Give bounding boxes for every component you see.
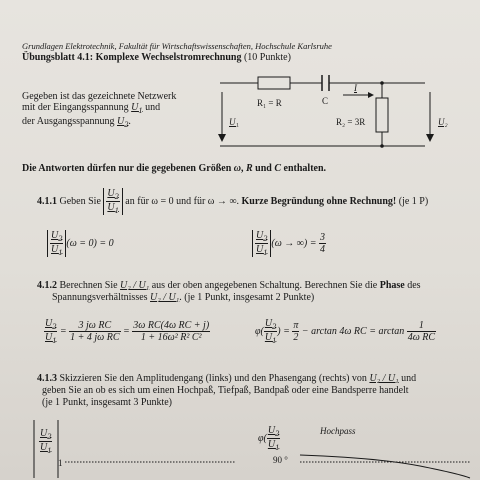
r2-label: R₂ = 3R <box>336 117 366 127</box>
answer-omega-zero: $\frac{U_2}{U_1}$ (ω = 0) = 0 <box>47 230 114 257</box>
u1-label: U₁ <box>229 117 239 127</box>
intro-line-2: mit der Eingangsspannung $U_1$ und <box>22 102 161 115</box>
phase-answer: φ( $\frac{U_2}{U_1}$ ) = $\frac{\pi}{2}$ − arctan 4ω RC = arctan $\frac{1}{\text{4ω RC}}$ <box>255 318 436 345</box>
amplitude-axis-label: $\frac{U_2}{U_1}$ <box>40 428 52 455</box>
intro-line-1: Gegeben ist das gezeichnete Netzwerk <box>22 91 177 102</box>
amplitude-one-label: 1 <box>58 458 63 468</box>
answer-omega-infinity: $\frac{U_2}{U_1}$ (ω → ∞) = $\frac{3}{4}$ <box>252 230 326 257</box>
question-4-1-3-line-3: (je 1 Punkt, insgesamt 3 Punkte) <box>42 397 172 408</box>
filter-type-answer: Hochpass <box>320 426 356 436</box>
ratio-abs: $\frac{U_2}{U_1}$ <box>103 188 122 215</box>
phase-curve <box>300 455 470 478</box>
current-label: I <box>354 83 357 93</box>
question-4-1-3: 4.1.3 Skizzieren Sie den Amplitudengang (links) und den Phasengang (rechts) von U₂ / U₁ und <box>37 373 417 384</box>
question-number: 4.1.1 <box>37 195 57 207</box>
sheet-title-main: Übungsblatt 4.1: Komplexe Wechselstromrechnung <box>22 52 242 63</box>
answer-note: Die Antworten dürfen nur die gegebenen Größen ω, R und C enthalten. <box>22 163 327 174</box>
c-label: C <box>322 96 329 106</box>
intro-line-3: der Ausgangsspannung $U_2$. <box>22 116 131 129</box>
transfer-function-answer: $\frac{U_2}{U_1}$ = $\frac{\text{3 jω RC}}{\text{1 + 4 jω RC}}$ = $\frac{\text{3ω RC(4ω RC + j)}}{\text{1 + 16ω² R² C²}}$ <box>45 318 210 345</box>
phase-90-label: 90 ° <box>273 455 288 465</box>
course-header: Grundlagen Elektrotechnik, Fakultät für Wirtschaftswissenschaften, Hochschule Karlsruhe <box>22 41 332 51</box>
question-4-1-2-line-2: Spannungsverhältnisses U₂ / U₁. (je 1 Punkt, insgesamt 2 Punkte) <box>52 292 315 303</box>
r1-label: R₁ = R <box>257 98 282 108</box>
sheet-title-points: (10 Punkte) <box>243 52 291 63</box>
phase-axis-label: φ( $\frac{U_2}{U_1}$ <box>258 425 280 452</box>
question-4-1-2: 4.1.2 Berechnen Sie U₂ / U₁ aus der oben angegebenen Schaltung. Berechnen Sie die Phase des <box>37 280 421 291</box>
question-4-1-1: 4.1.1 Geben Sie $\frac{U_2}{U_1}$ an für ω = 0 und für ω → ∞. Kurze Begründung ohne Rechnung! (je 1 P) <box>37 188 429 215</box>
u2-label: U₂ <box>438 117 448 127</box>
question-4-1-3-line-2: geben Sie an ob es sich um einen Hochpaß, Tiefpaß, Bandpaß oder eine Bandsperre handelt <box>42 385 409 396</box>
